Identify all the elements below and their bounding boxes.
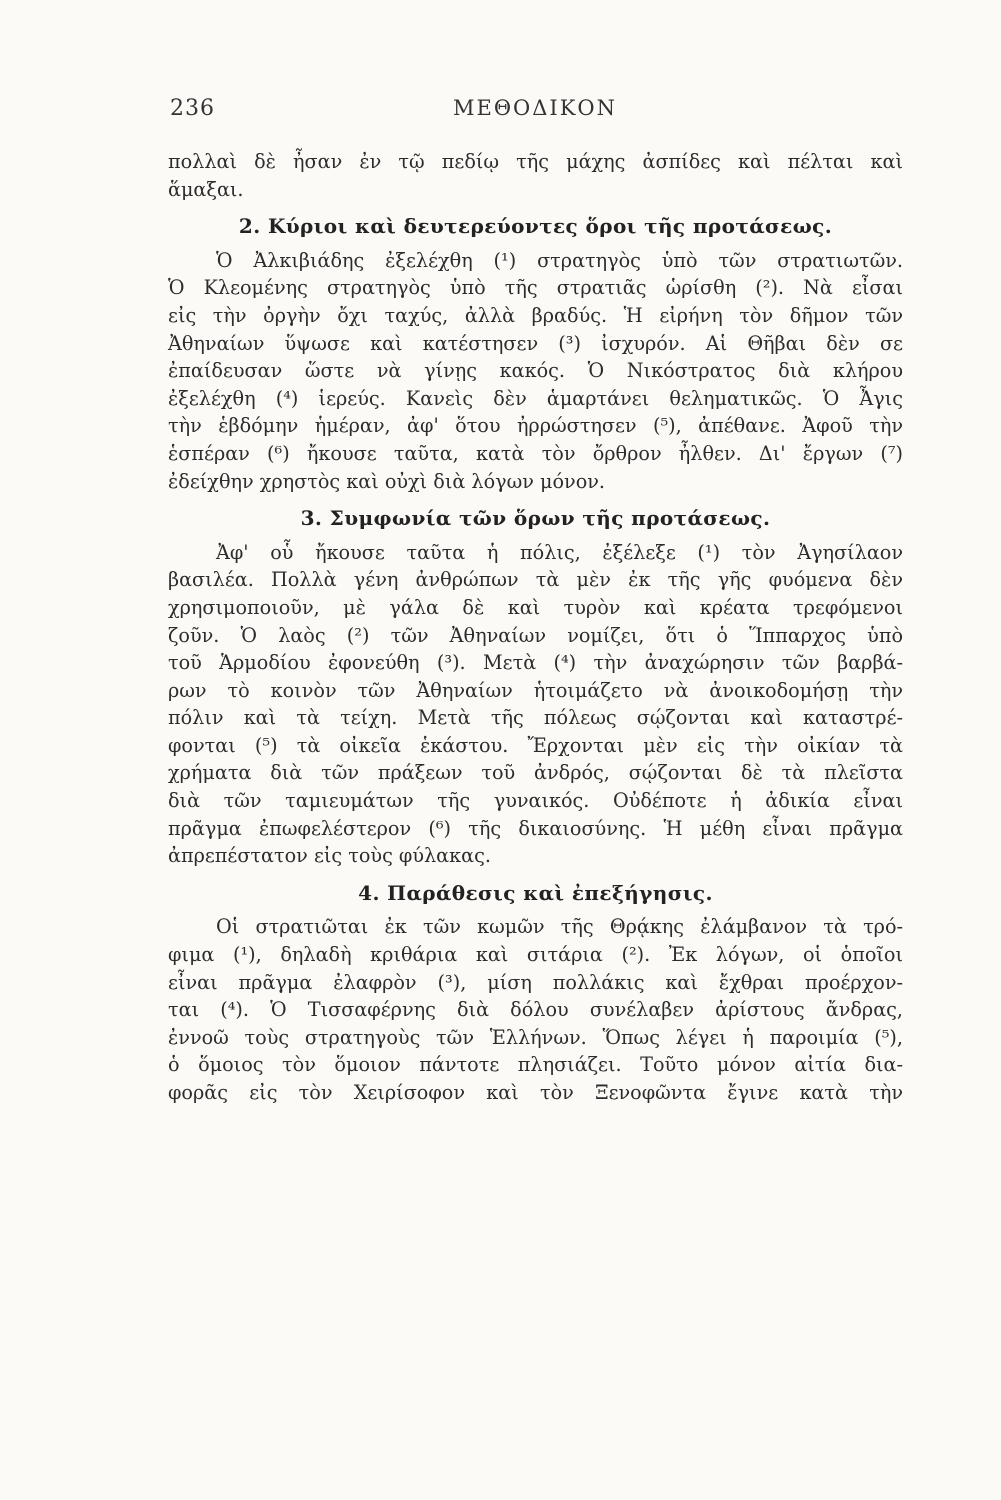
text-line: ἐδείχθην χρηστὸς καὶ οὐχὶ διὰ λόγων μόνον. <box>168 469 606 493</box>
text-line: φονται (⁵) τὰ οἰκεῖα ἑκάστου. Ἔρχονται μὲν εἰς τὴν οἰκίαν τὰ <box>168 733 903 757</box>
page-number: 236 <box>170 96 215 121</box>
text-line: Ἀφ' οὗ ἤκουσε ταῦτα ἡ πόλις, ἐξέλεξε (¹) τὸν Ἀγησίλαον <box>216 540 903 564</box>
text-line: χρήματα διὰ τῶν πράξεων τοῦ ἀνδρός, σῴζονται δὲ τὰ πλεῖστα <box>168 761 903 785</box>
text-line: Ἀθηναίων ὕψωσε καὶ κατέστησεν (³) ἰσχυρόν. Αἱ Θῆβαι δὲν σε <box>168 331 903 355</box>
intro-paragraph <box>168 148 903 203</box>
text-line: ται (⁴). Ὁ Τισσαφέρνης διὰ δόλου συνέλαβεν ἀρίστους ἄνδρας, <box>168 998 903 1022</box>
text-line: πρᾶγμα ἐπωφελέστερον (⁶) τῆς δικαιοσύνης. Ἡ μέθη εἶναι πρᾶγμα <box>168 816 903 840</box>
section-3-heading: 3. Συμφωνία τῶν ὅρων τῆς προτάσεως. <box>300 506 771 531</box>
text-line: ἀπρεπέστατον εἰς τοὺς φύλακας. <box>168 844 491 868</box>
text-line: πολλαὶ δὲ ἦσαν ἐν τῷ πεδίῳ τῆς μάχης ἀσπίδες καὶ πέλται καὶ <box>168 150 903 173</box>
section-2-heading: 2. Κύριοι καὶ δευτερεύοντες ὅροι τῆς προτάσεως. <box>238 214 833 239</box>
text-line: ἐννοῶ τοὺς στρατηγοὺς τῶν Ἑλλήνων. Ὅπως λέγει ἡ παροιμία (⁵), <box>168 1025 903 1049</box>
text-line: χρησιμοποιοῦν, μὲ γάλα δὲ καὶ τυρὸν καὶ κρέατα τρεφόμενοι <box>168 595 903 619</box>
text-line: ἅμαξαι. <box>168 177 244 201</box>
text-line: πόλιν καὶ τὰ τείχη. Μετὰ τῆς πόλεως σῴζονται καὶ καταστρέ- <box>168 706 903 730</box>
text-line: φορᾶς εἰς τὸν Χειρίσοφον καὶ τὸν Ξενοφῶντα ἔγινε κατὰ τὴν <box>168 1081 903 1104</box>
text-line: ἐπαίδευσαν ὥστε νὰ γίνῃς κακός. Ὁ Νικόστρατος διὰ κλήρου <box>168 359 903 383</box>
section-4-heading: 4. Παράθεσις καὶ ἐπεξήγησις. <box>358 880 713 905</box>
text-line: Ὁ Ἀλκιβιάδης ἐξελέχθη (¹) στρατηγὸς ὑπὸ τῶν στρατιωτῶν. <box>216 248 903 272</box>
text-line: Οἱ στρατιῶται ἐκ τῶν κωμῶν τῆς Θρᾴκης ἐλάμβανον τὰ τρό- <box>216 915 903 939</box>
text-line: ζοῦν. Ὁ λαὸς (²) τῶν Ἀθηναίων νομίζει, ὅτι ὁ Ἵππαρχος ὑπὸ <box>168 623 903 647</box>
text-line: διὰ τῶν ταμιευμάτων τῆς γυναικός. Οὐδέποτε ἡ ἀδικία εἶναι <box>168 789 903 813</box>
text-line: ἐξελέχθη (⁴) ἱερεύς. Κανεὶς δὲν ἁμαρτάνει θεληματικῶς. Ὁ Ἆγις <box>168 386 903 410</box>
section-2-paragraph <box>168 247 903 495</box>
text-line: ὁ ὅμοιος τὸν ὅμοιον πάντοτε πλησιάζει. Τοῦτο μόνον αἰτία δια- <box>168 1053 903 1077</box>
text-line: ἑσπέραν (⁶) ἤκουσε ταῦτα, κατὰ τὸν ὄρθρον ἦλθεν. Δι' ἔργων (⁷) <box>168 441 903 465</box>
section-3-paragraph <box>168 539 903 870</box>
text-line: τὴν ἑβδόμην ἡμέραν, ἀφ' ὅτου ἠρρώστησεν (⁵), ἀπέθανε. Ἀφοῦ τὴν <box>168 414 903 438</box>
text-line: Ὁ Κλεομένης στρατηγὸς ὑπὸ τῆς στρατιᾶς ὡρίσθη (²). Νὰ εἶσαι <box>168 276 903 300</box>
section-4-paragraph <box>168 913 903 1106</box>
text-line: ρων τὸ κοινὸν τῶν Ἀθηναίων ἡτοιμάζετο νὰ ἀνοικοδομήσῃ τὴν <box>168 678 903 702</box>
text-line: φιμα (¹), δηλαδὴ κριθάρια καὶ σιτάρια (²). Ἐκ λόγων, οἱ ὁποῖοι <box>168 943 903 967</box>
text-line: εἶναι πρᾶγμα ἐλαφρὸν (³), μίση πολλάκις καὶ ἔχθραι προέρχον- <box>168 970 903 994</box>
page-body <box>168 148 903 1107</box>
text-line: βασιλέα. Πολλὰ γένη ἀνθρώπων τὰ μὲν ἐκ τῆς γῆς φυόμενα δὲν <box>168 568 903 592</box>
text-line: τοῦ Ἁρμοδίου ἐφονεύθη (³). Μετὰ (⁴) τὴν ἀναχώρησιν τῶν βαρβά- <box>168 651 903 675</box>
running-title: ΜΕΘΟΔΙΚΟΝ <box>452 96 617 120</box>
text-line: εἰς τὴν ὀργὴν ὄχι ταχύς, ἀλλὰ βραδύς. Ἡ εἰρήνη τὸν δῆμον τῶν <box>168 303 903 327</box>
page-header <box>170 96 900 126</box>
